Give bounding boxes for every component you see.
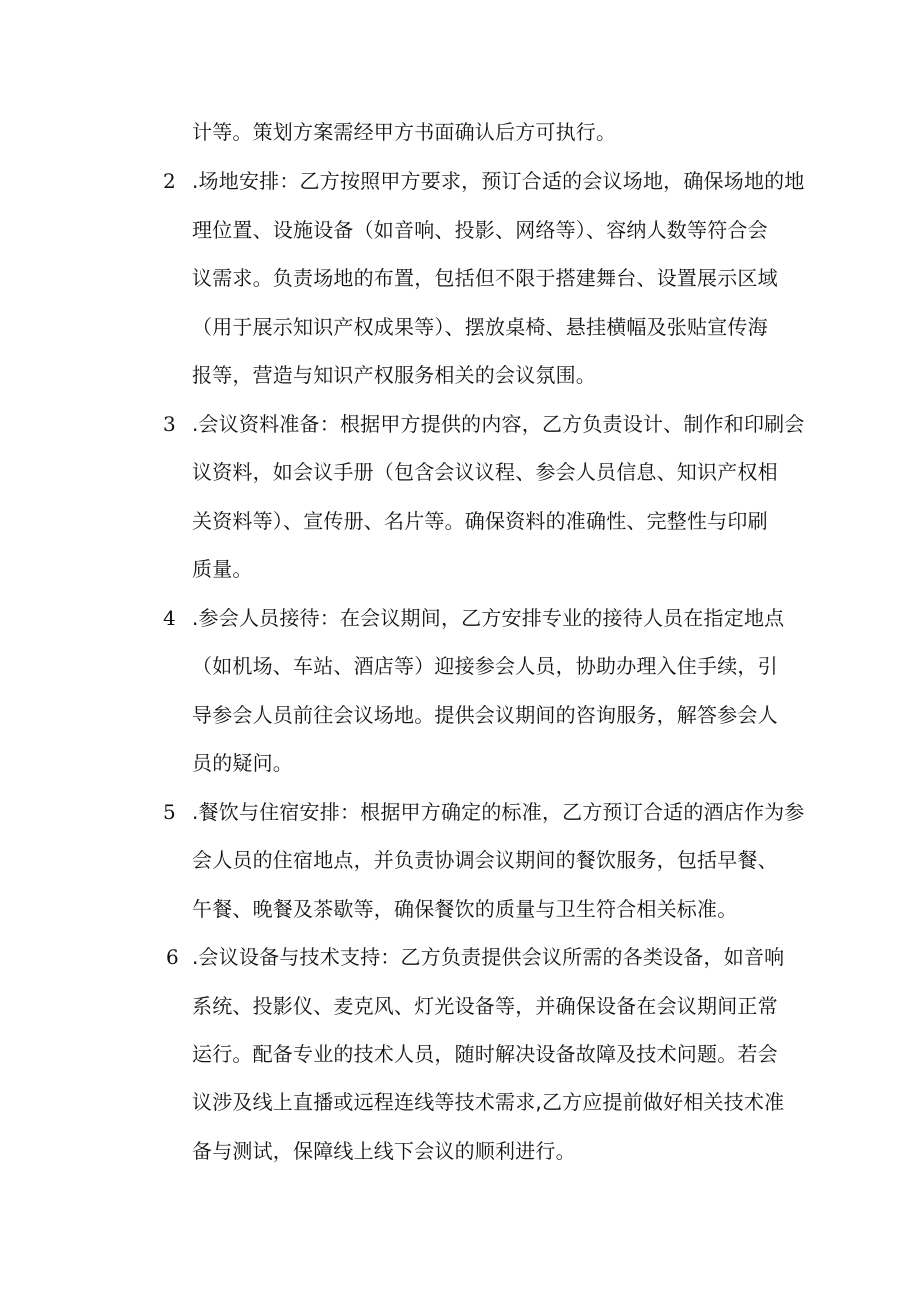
paragraph-line: .参会人员接待：在会议期间，乙方安排专业的接待人员在指定地点 [192,606,785,630]
item-number: 5 [163,800,176,824]
item-number: 6 [166,945,179,969]
paragraph-line: 员的疑问。 [192,751,293,775]
paragraph-line: 系统、投影仪、麦克风、灯光设备等，并确保设备在会议期间正常 [192,994,778,1018]
paragraph-line: 午餐、晚餐及茶歇等，确保餐饮的质量与卫生符合相关标准。 [192,897,738,921]
paragraph-line: （用于展示知识产权成果等）、摆放桌椅、悬挂横幅及张贴宣传海 [192,315,768,339]
paragraph-line: 质量。 [192,557,253,581]
paragraph-line: 会人员的住宿地点，并负责协调会议期间的餐饮服务，包括早餐、 [192,848,778,872]
intro-line: 计等。策划方案需经甲方书面确认后方可执行。 [192,120,617,144]
item-number: 3 [163,412,176,436]
paragraph-line: .餐饮与住宿安排：根据甲方确定的标准，乙方预订合适的酒店作为参 [192,800,805,824]
paragraph-line: 议涉及线上直播或远程连线等技术需求,乙方应提前做好相关技术准 [192,1090,785,1114]
paragraph-line: （如机场、车站、酒店等）迎接参会人员，协助办理入住手续，引 [192,654,778,678]
paragraph-line: .会议设备与技术支持：乙方负责提供会议所需的各类设备，如音响 [192,945,785,969]
paragraph-line: 报等，营造与知识产权服务相关的会议氛围。 [192,363,596,387]
paragraph-line: 关资料等）、宣传册、名片等。确保资料的准确性、完整性与印刷 [192,509,768,533]
item-number: 4 [163,606,176,630]
paragraph-line: 导参会人员前往会议场地。提供会议期间的咨询服务，解答参会人 [192,703,778,727]
item-number: 2 [163,169,176,193]
paragraph-line: 议需求。负责场地的布置，包括但不限于搭建舞台、设置展示区域 [192,266,778,290]
paragraph-line: 理位置、设施设备（如音响、投影、网络等）、容纳人数等符合会 [192,218,768,242]
paragraph-line: 备与测试，保障线上线下会议的顺利进行。 [192,1139,576,1163]
paragraph-line: .会议资料准备：根据甲方提供的内容，乙方负责设计、制作和印刷会 [192,412,805,436]
paragraph-line: .场地安排：乙方按照甲方要求，预订合适的会议场地，确保场地的地 [192,169,805,193]
paragraph-line: 议资料，如会议手册（包含会议议程、参会人员信息、知识产权相 [192,460,778,484]
paragraph-line: 运行。配备专业的技术人员，随时解决设备故障及技术问题。若会 [192,1042,778,1066]
